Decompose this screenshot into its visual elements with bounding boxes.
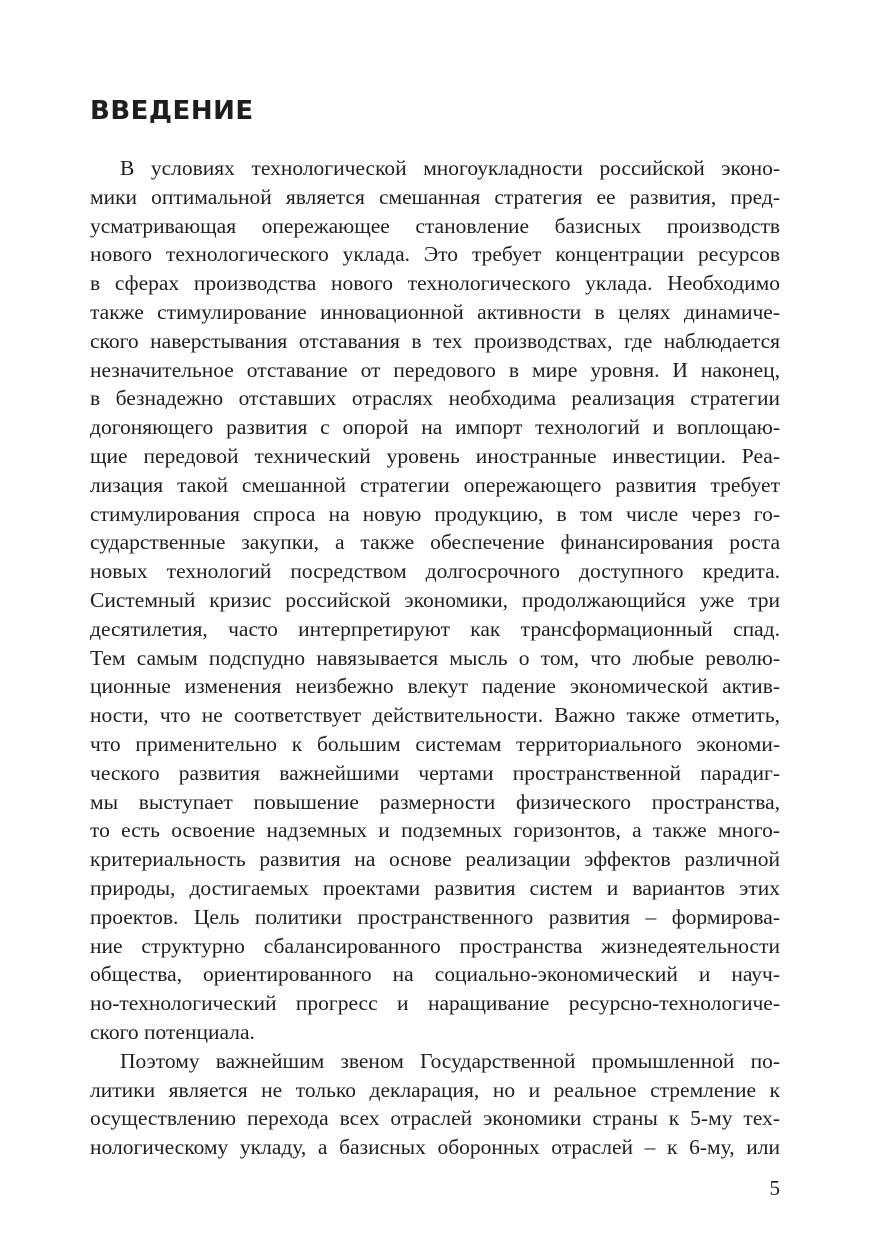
text-line: общества, ориентированного на социально-экономический и науч- [90,962,780,987]
text-line: критериальность развития на основе реализации эффектов различной [90,847,780,872]
text-line: усматривающая опережающее становление базисных производств [90,213,780,238]
paragraph-2 [90,1047,780,1162]
text-line: стимулирования спроса на новую продукцию, в том числе через го- [90,501,780,526]
text-line: природы, достигаемых проектами развития систем и вариантов этих [90,875,780,900]
paragraph-1 [90,154,780,1047]
text-line: нового технологического уклада. Это требует концентрации ресурсов [90,242,780,267]
text-line: ского потенциала. [90,1019,255,1044]
text-line: проектов. Цель политики пространственного развития – формирова- [90,904,780,929]
text-line: В условиях технологической многоукладности российской эконо- [120,156,780,180]
text-line: Тем самым подспудно навязывается мысль о том, что любые револю- [90,645,780,670]
body-text [90,154,780,1162]
text-line: также стимулирование инновационной активности в целях динамиче- [90,299,780,324]
text-line: новых технологий посредством долгосрочного доступного кредита. [90,559,780,584]
page-number: 5 [769,1176,780,1200]
text-line: ности, что не соответствует действительности. Важно также отметить, [90,703,780,728]
text-line: Поэтому важнейшим звеном Государственной промышленной по- [120,1048,780,1073]
text-line: десятилетия, часто интерпретируют как трансформационный спад. [90,616,780,641]
text-line: осуществлению перехода всех отраслей экономики страны к 5-му тех- [90,1106,780,1131]
text-line: что применительно к большим системам территориального экономи- [90,731,780,756]
text-line: Системный кризис российской экономики, продолжающийся уже три [90,587,780,612]
text-line: мики оптимальной является смешанная стратегия ее развития, пред- [90,184,780,209]
text-line: мы выступает повышение размерности физического пространства, [90,789,780,814]
text-line: щие передовой технический уровень иностранные инвестиции. Реа- [90,443,780,468]
text-line: догоняющего развития с опорой на импорт технологий и воплощаю- [90,415,780,440]
text-line: незначительное отставание от передового в мире уровня. И наконец, [90,357,780,382]
text-line: но-технологический прогресс и наращивание ресурсно-технологиче- [90,991,780,1016]
text-line: ческого развития важнейшими чертами пространственной парадиг- [90,760,780,785]
text-line: то есть освоение надземных и подземных горизонтов, а также много- [90,818,780,843]
chapter-heading: ВВЕДЕНИЕ [90,96,254,126]
text-line: сударственные закупки, а также обеспечение финансирования роста [90,530,780,555]
text-line: нологическому укладу, а базисных оборонных отраслей – к 6-му, или [90,1135,780,1160]
text-line: ционные изменения неизбежно влекут падение экономической актив- [90,674,780,699]
text-line: литики является не только декларация, но и реальное стремление к [90,1077,780,1102]
text-line: ние структурно сбалансированного пространства жизнедеятельности [90,933,780,958]
text-line: ского наверстывания отставания в тех производствах, где наблюдается [90,328,780,353]
text-line: лизация такой смешанной стратегии опережающего развития требует [90,472,780,497]
text-line: в сферах производства нового технологического уклада. Необходимо [90,271,780,296]
text-line: в безнадежно отставших отраслях необходима реализация стратегии [90,386,780,411]
